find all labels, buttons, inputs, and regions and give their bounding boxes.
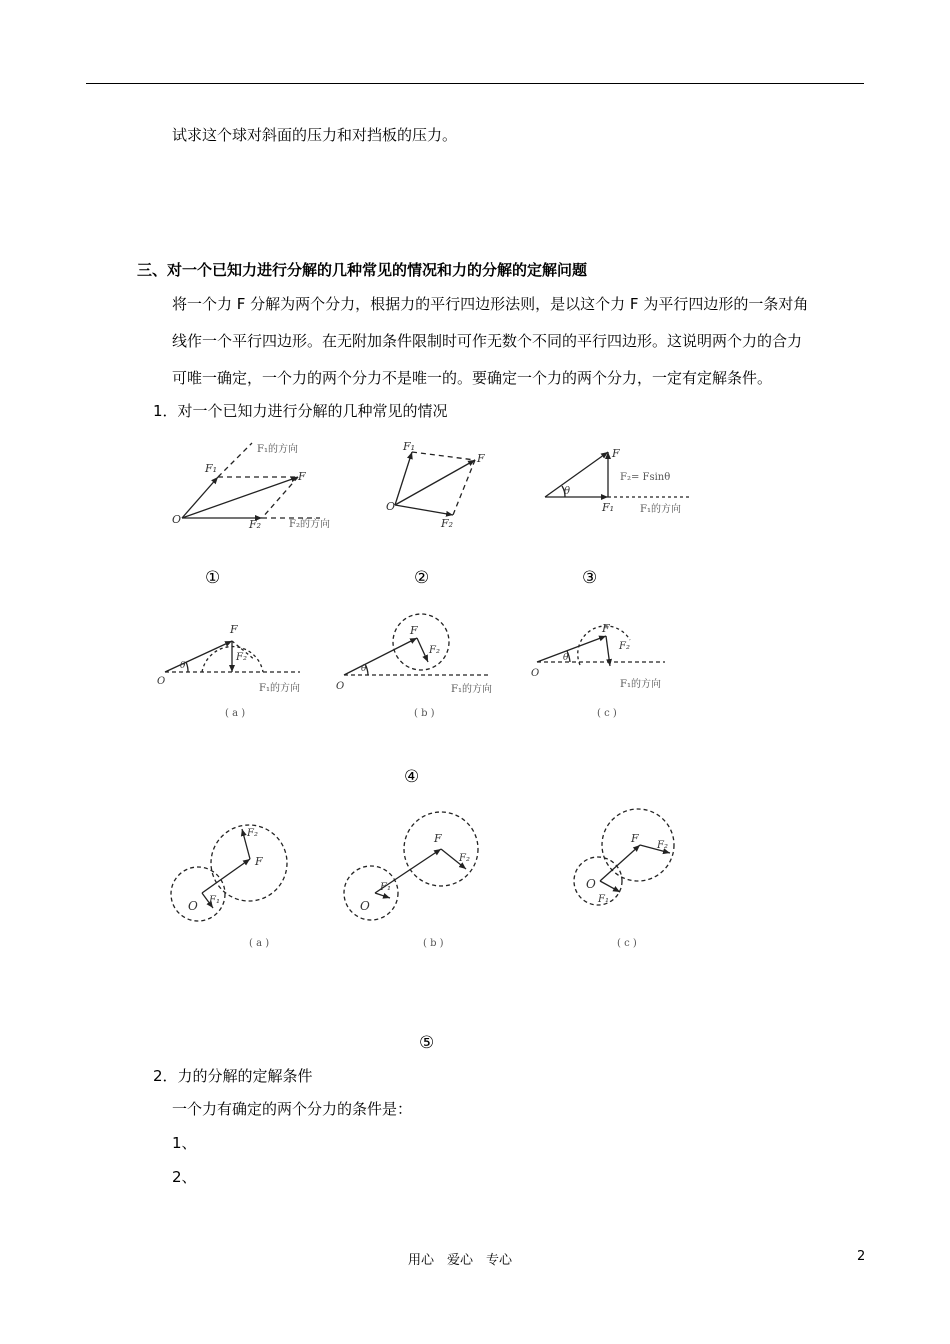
fig5b-label-f2: F₂ bbox=[459, 853, 470, 864]
fig2-label-f: F bbox=[477, 452, 485, 465]
figure-4c bbox=[537, 626, 665, 666]
fig4a-label-o: O bbox=[157, 676, 166, 687]
fig3-f1-direction: F₁的方向 bbox=[640, 504, 681, 515]
figure-number-1: ① bbox=[205, 568, 221, 588]
fig2-label-f1: F₁ bbox=[403, 440, 416, 453]
fig5a-label-f: F bbox=[255, 855, 263, 868]
fig4c-label-f2: F₂ bbox=[619, 641, 630, 652]
fig5b-caption: ( b ) bbox=[423, 938, 444, 949]
fig1-label-o: O bbox=[172, 513, 182, 526]
fig5c-caption: ( c ) bbox=[617, 938, 637, 949]
question-text: 试求这个球对斜面的压力和对挡板的压力。 bbox=[172, 126, 458, 144]
fig5c-label-f2: F₂ bbox=[657, 840, 668, 851]
condition-1: 1、 bbox=[172, 1134, 197, 1152]
fig5c-label-f: F bbox=[631, 832, 639, 845]
fig2-label-o: O bbox=[386, 500, 396, 513]
condition-2: 2、 bbox=[172, 1168, 197, 1186]
fig4b-f1-direction: F₁的方向 bbox=[451, 684, 492, 695]
fig4b-label-f2: F₂ bbox=[429, 645, 440, 656]
fig5c-label-o: O bbox=[586, 877, 596, 891]
footer-slogan: 用心 爱心 专心 bbox=[408, 1253, 513, 1268]
fig1-label-f: F bbox=[298, 470, 306, 483]
figure-2 bbox=[395, 452, 475, 515]
fig4c-caption: ( c ) bbox=[597, 708, 617, 719]
section-3-heading: 三、对一个已知力进行分解的几种常见的情况和力的分解的定解问题 bbox=[137, 261, 588, 279]
figure-number-3: ③ bbox=[582, 568, 598, 588]
paragraph-line-1: 将一个力 F 分解为两个分力，根据力的平行四边形法则，是以这个力 F 为平行四边形的一条对角 bbox=[172, 295, 809, 313]
fig4a-label-theta: θ bbox=[180, 661, 186, 671]
fig4c-f1-direction: F₁的方向 bbox=[620, 679, 661, 690]
fig4b-label-theta: θ bbox=[361, 664, 367, 674]
fig3-label-theta: θ bbox=[564, 486, 571, 497]
fig4c-label-theta: θ bbox=[563, 653, 569, 663]
fig4a-label-f: F bbox=[230, 623, 238, 636]
fig3-label-f: F bbox=[612, 447, 620, 460]
paragraph-line-2: 线作一个平行四边形。在无附加条件限制时可作无数个不同的平行四边形。这说明两个力的合力 bbox=[172, 332, 803, 350]
fig1-label-f2: F₂ bbox=[249, 518, 262, 531]
fig3-label-f1: F₁ bbox=[602, 501, 615, 514]
fig4b-caption: ( b ) bbox=[414, 708, 435, 719]
fig5a-label-f2: F₂ bbox=[247, 828, 258, 839]
figure-number-5: ⑤ bbox=[419, 1033, 435, 1053]
fig5a-label-o: O bbox=[188, 899, 198, 913]
fig5a-caption: ( a ) bbox=[249, 938, 270, 949]
fig1-label-f1: F₁ bbox=[205, 462, 218, 475]
fig4a-f1-direction: F₁的方向 bbox=[259, 683, 300, 694]
fig5a-label-f1: F₁ bbox=[209, 895, 220, 906]
fig4a-caption: ( a ) bbox=[225, 708, 246, 719]
fig1-f1-direction: F₁的方向 bbox=[257, 444, 298, 455]
figure-number-4: ④ bbox=[404, 767, 420, 787]
paragraph-line-3: 可唯一确定，一个力的两个分力不是唯一的。要确定一个力的两个分力，一定有定解条件。 bbox=[172, 369, 773, 387]
fig4b-label-o: O bbox=[336, 681, 345, 692]
fig5b-label-f1: F₁ bbox=[380, 882, 391, 893]
fig4c-label-o: O bbox=[531, 668, 540, 679]
figure-number-2: ② bbox=[414, 568, 430, 588]
fig3-formula: F₂= Fsinθ bbox=[620, 472, 671, 483]
subheading-2: 2．力的分解的定解条件 bbox=[153, 1067, 313, 1085]
fig5b-label-o: O bbox=[360, 899, 370, 913]
fig4a-label-f2: F₂ bbox=[236, 652, 247, 663]
subheading-1: 1．对一个已知力进行分解的几种常见的情况 bbox=[153, 402, 448, 420]
fig4c-label-f: F bbox=[602, 622, 610, 635]
fig2-label-f2: F₂ bbox=[441, 517, 454, 530]
fig5c-label-f1: F₁ bbox=[598, 894, 609, 905]
fig1-f2-direction: F₂的方向 bbox=[289, 519, 330, 530]
fig4b-label-f: F bbox=[410, 624, 418, 637]
page-number: 2 bbox=[857, 1249, 866, 1264]
conditions-intro: 一个力有确定的两个分力的条件是： bbox=[172, 1100, 413, 1118]
fig5b-label-f: F bbox=[434, 832, 442, 845]
